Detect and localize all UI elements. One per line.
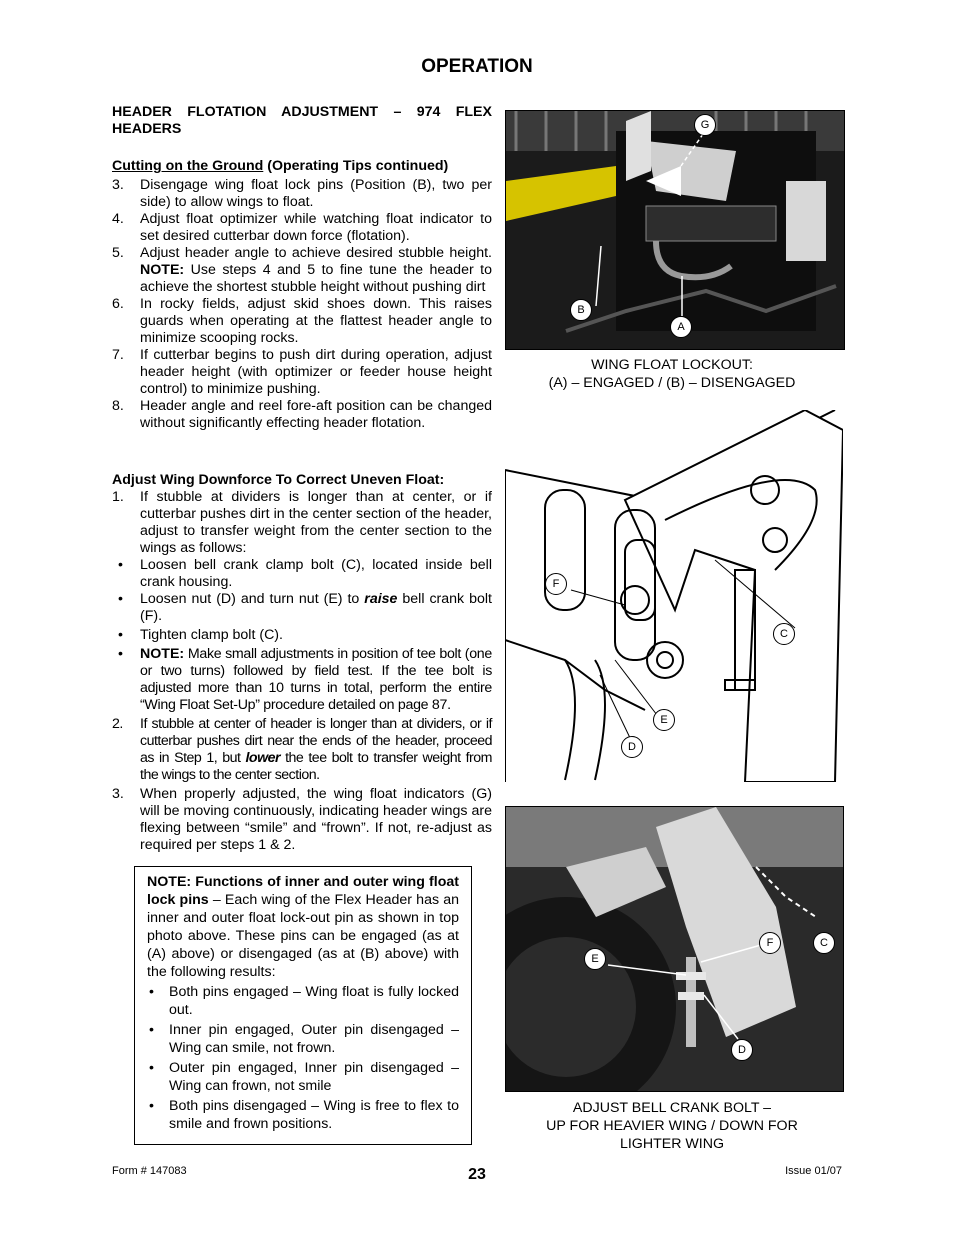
- list-item: [112, 716, 492, 784]
- step-text: If stubble at dividers is longer than at center, or if cutterbar pushes dirt in the center section of the header, adjust to transfer weight from the center section to the wings as follows:: [140, 489, 492, 556]
- bullet-item: [112, 627, 492, 644]
- list-item: [112, 245, 492, 296]
- bullet-item: [112, 557, 492, 591]
- steps-list-1: [112, 177, 492, 432]
- bullet-icon: •: [149, 1022, 154, 1038]
- list-item: [112, 177, 492, 211]
- bullet-text: Both pins engaged – Wing float is fully locked out.: [169, 984, 459, 1018]
- bullet-note-label: NOTE:: [140, 646, 185, 662]
- callout-d: D: [621, 736, 643, 758]
- bullet-text: Outer pin engaged, Inner pin disengaged – Wing can frown, not smile: [169, 1060, 459, 1094]
- step-text: Header angle and reel fore-aft position can be changed without significantly effecting header flotation.: [140, 398, 492, 431]
- caption-bell-crank: [476, 1099, 868, 1153]
- caption-line: (A) – ENGAGED / (B) – DISENGAGED: [548, 375, 796, 391]
- list-item: [112, 296, 492, 347]
- subheading-cutting: [112, 158, 492, 175]
- step-number: 4.: [112, 211, 124, 227]
- note-box: [134, 866, 472, 1145]
- diagram-bell-crank: [505, 410, 843, 782]
- bullet-icon: •: [118, 591, 123, 607]
- photo-bell-crank-illustration: [506, 807, 843, 1091]
- callout-f: F: [545, 573, 567, 595]
- page-title: OPERATION: [421, 56, 533, 77]
- photo-wing-float-illustration: [506, 111, 844, 349]
- bullet-icon: •: [118, 627, 123, 643]
- bullet-item: [112, 591, 492, 625]
- step-text: Disengage wing float lock pins (Position (B), two per side) to allow wings to float.: [140, 177, 492, 210]
- caption-line: UP FOR HEAVIER WING / DOWN FOR: [546, 1118, 798, 1134]
- callout-c: C: [813, 932, 835, 954]
- footer-issue: Issue 01/07: [785, 1165, 842, 1177]
- step-text: When properly adjusted, the wing float indicators (G) will be moving continuously, indicating header wings are flexing between “smile” and “frown”. If not, re-adjust as required per steps 1 & 2.: [140, 786, 492, 853]
- step-emphasis: lower: [245, 750, 281, 766]
- step-number: 3.: [112, 786, 124, 802]
- caption-wing-float: [476, 356, 868, 392]
- bullet-emphasis: raise: [364, 591, 398, 607]
- step-number: 5.: [112, 245, 124, 261]
- step-text: Adjust float optimizer while watching float indicator to set desired cutterbar down force (flotation).: [140, 211, 492, 244]
- step-number: 8.: [112, 398, 124, 414]
- bullet-icon: •: [149, 984, 154, 1000]
- bullet-icon: •: [149, 1060, 154, 1076]
- step-text: Adjust header angle to achieve desired stubble height.: [140, 245, 492, 261]
- bullet-text: bell crank bolt (F).: [140, 591, 492, 624]
- list-item: [112, 489, 492, 557]
- list-item: [112, 211, 492, 245]
- subheading-underlined: Cutting on the Ground: [112, 158, 264, 174]
- callout-c: C: [773, 623, 795, 645]
- note-title: NOTE: Functions of inner and outer wing float lock pins: [147, 874, 459, 908]
- list-item: [112, 347, 492, 398]
- caption-line: LIGHTER WING: [619, 1136, 725, 1152]
- bullet-text: Tighten clamp bolt (C).: [140, 627, 283, 643]
- bullet-item: [147, 1059, 459, 1095]
- section-heading: HEADER FLOTATION ADJUSTMENT – 974 FLEX HEADERS: [112, 104, 492, 137]
- list-item: [112, 398, 492, 432]
- photo-wing-float-lockout: [505, 110, 845, 350]
- caption-line: ADJUST BELL CRANK BOLT –: [572, 1100, 772, 1116]
- step-text: If cutterbar begins to push dirt during operation, adjust header height (with optimizer or feeder house height control) to minimize pushing.: [140, 347, 492, 397]
- bullet-icon: •: [149, 1098, 154, 1114]
- note-text: – Each wing of the Flex Header has an inner and outer float lock-out pin as shown in top photo above. These pins can be engaged (as at (A) above) or disengaged (as at (B) above) with the following results:: [147, 892, 459, 980]
- callout-e: E: [584, 948, 606, 970]
- step-number: 2.: [112, 716, 123, 732]
- list-item: [112, 786, 492, 854]
- footer-page-number: 23: [468, 1166, 486, 1183]
- step-text: If stubble at center of header is longer than at dividers, or if cutterbar pushes dirt near the ends of the header, proceed as in Step 1, but: [140, 716, 492, 766]
- step-number: 6.: [112, 296, 124, 312]
- callout-d: D: [731, 1039, 753, 1061]
- photo-bell-crank-bolt: [505, 806, 844, 1092]
- subheading-wing-downforce: Adjust Wing Downforce To Correct Uneven Float:: [112, 472, 445, 488]
- bullet-icon: •: [118, 557, 123, 573]
- callout-a: A: [670, 316, 692, 338]
- footer-form-number: Form # 147083: [112, 1165, 187, 1177]
- step-number: 7.: [112, 347, 124, 363]
- note-intro: [147, 873, 459, 981]
- bullet-text: Loosen nut (D) and turn nut (E) to: [140, 591, 365, 607]
- callout-e: E: [653, 709, 675, 731]
- step-note-label: NOTE:: [140, 262, 185, 278]
- step-number: 3.: [112, 177, 124, 193]
- step-text: the tee bolt to transfer weight from the wings to the center section.: [140, 750, 492, 783]
- bullet-text: Make small adjustments in position of tee bolt (one or two turns) followed by field test. If the tee bolt is adjusted more than 10 turns in total, perform the entire “Wing Float Set-Up” procedure detailed on page 87.: [140, 646, 492, 713]
- step-text: Use steps 4 and 5 to fine tune the header to achieve the shortest stubble height without pushing dirt: [140, 262, 492, 295]
- bullet-item: [147, 1097, 459, 1133]
- callout-g: G: [694, 114, 716, 136]
- bullet-text: Loosen bell crank clamp bolt (C), located inside bell crank housing.: [140, 557, 492, 590]
- step-text: In rocky fields, adjust skid shoes down. This raises guards when operating at the flattest header angle to minimize scooping rocks.: [140, 296, 492, 346]
- bullet-text: Both pins disengaged – Wing is free to flex to smile and frown positions.: [169, 1098, 459, 1132]
- step-number: 1.: [112, 489, 124, 505]
- subheading-rest: (Operating Tips continued): [263, 158, 449, 174]
- steps-list-2: [112, 489, 492, 854]
- bell-crank-line-drawing: [505, 410, 843, 782]
- bullet-text: Inner pin engaged, Outer pin disengaged – Wing can smile, not frown.: [169, 1022, 459, 1056]
- caption-line: WING FLOAT LOCKOUT:: [591, 357, 753, 373]
- callout-f: F: [759, 932, 781, 954]
- callout-b: B: [570, 299, 592, 321]
- bullet-item: [112, 646, 492, 714]
- bullet-item: [147, 983, 459, 1019]
- bullet-icon: •: [118, 646, 123, 662]
- bullet-item: [147, 1021, 459, 1057]
